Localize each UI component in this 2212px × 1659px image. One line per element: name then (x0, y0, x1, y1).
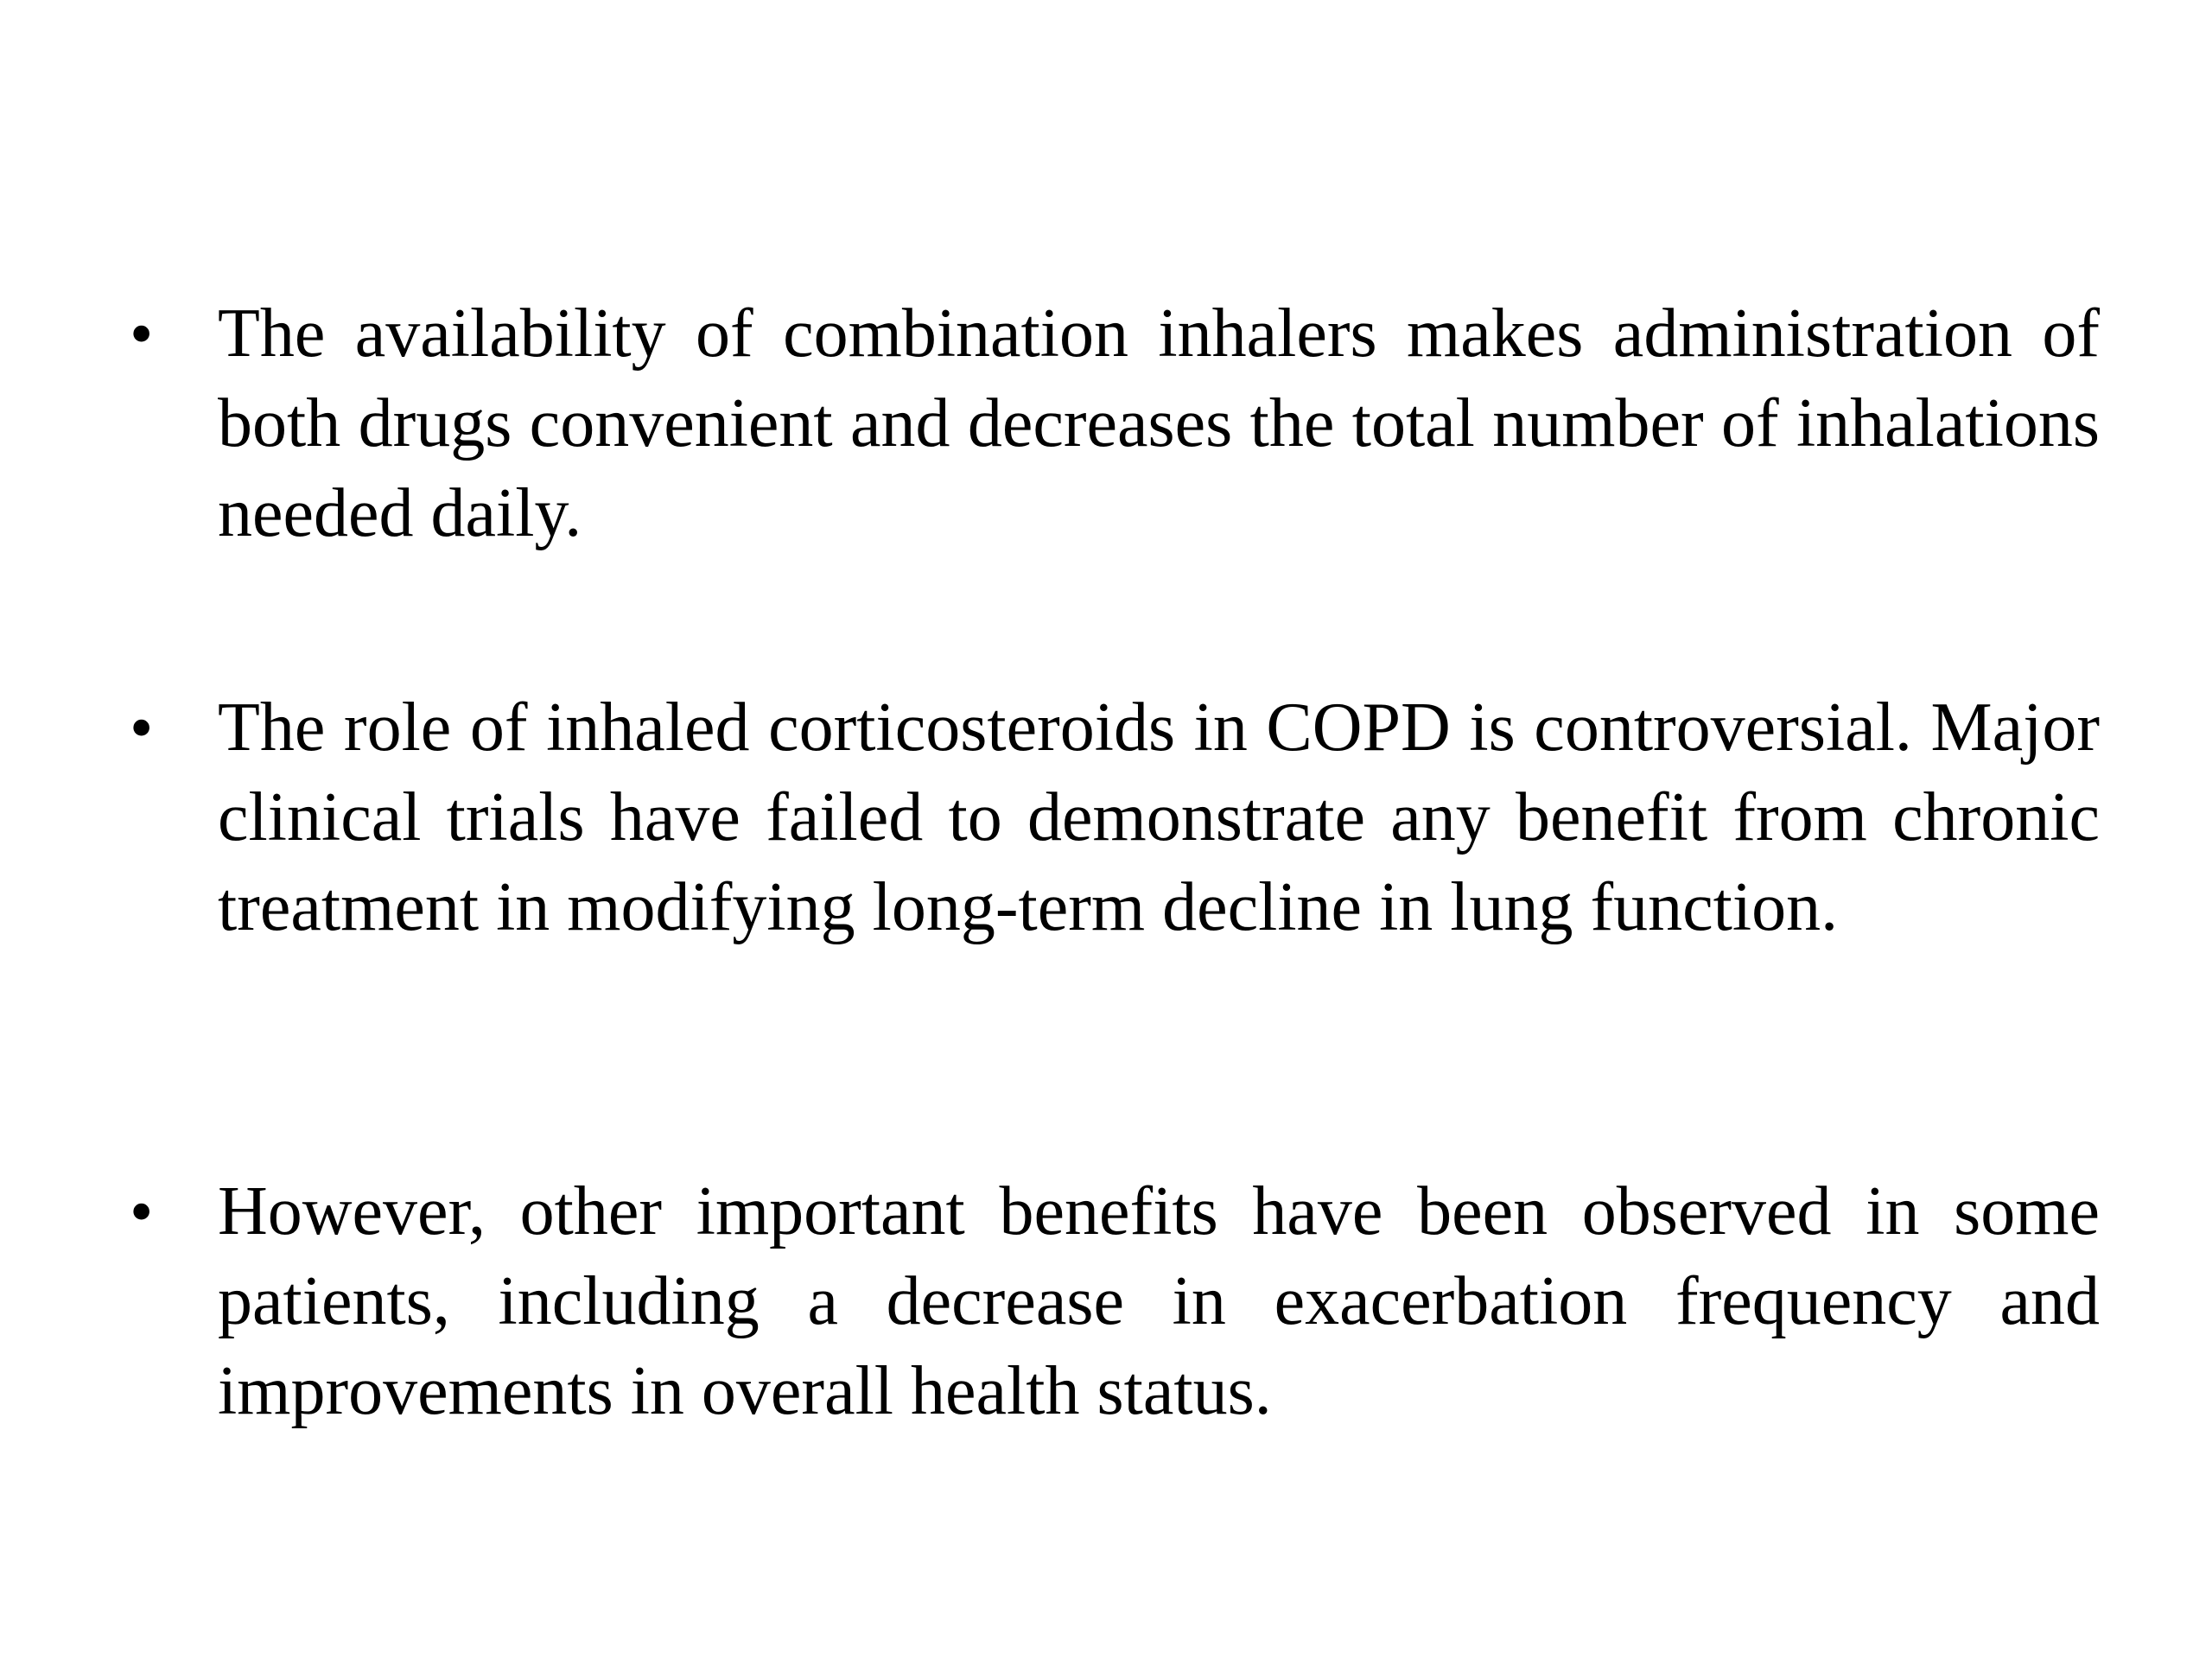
bullet-text: The availability of combination inhalers makes administration of both drugs convenient and decreases the total number of inhalations needed daily. (218, 296, 2100, 551)
bullet-text: The role of inhaled corticosteroids in COPD is controversial. Major clinical trials have failed to demonstrate any benefit from chronic treatment in modifying long-term decline in lung function. (218, 690, 2100, 945)
bullet-text: However, other important benefits have been observed in some patients, including a decrease in exacerbation frequency and improvements in overall health status. (218, 1173, 2100, 1429)
bullet-dot-icon: • (130, 690, 154, 765)
bullet-dot-icon: • (130, 296, 154, 371)
bullet-dot-icon: • (130, 1173, 154, 1249)
